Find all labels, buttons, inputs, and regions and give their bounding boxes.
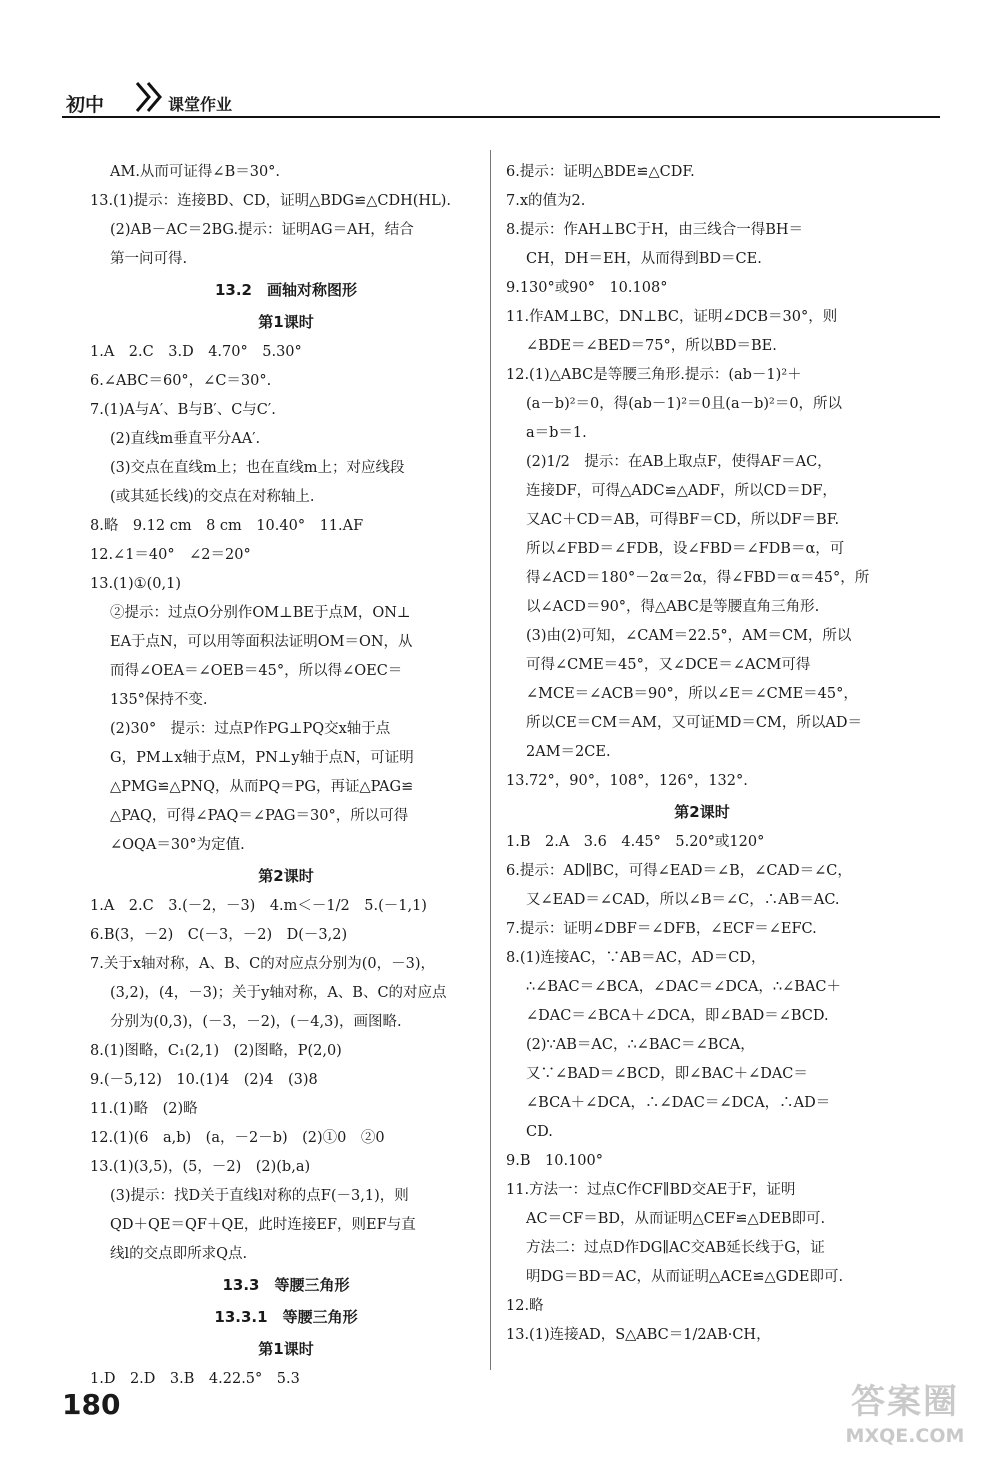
answer-line: 7.提示：证明∠DBF＝∠DFB，∠ECF＝∠EFC.: [506, 921, 817, 937]
answer-line: 9.B 10.100°: [506, 1153, 603, 1169]
answer-line: (a－b)²＝0，得(ab－1)²＝0且(a－b)²＝0，所以: [526, 396, 843, 412]
answer-line: 7.(1)A与A′、B与B′、C与C′.: [90, 402, 276, 418]
double-chevron-icon: [134, 80, 164, 118]
section-heading: 第1课时: [258, 313, 314, 331]
answer-line: 分别为(0,3)，(－3，－2)，(－4,3)，画图略.: [110, 1014, 402, 1030]
answer-line: (2)∵AB＝AC，∴∠BAC＝∠BCA，: [526, 1037, 755, 1053]
answer-line: 1.B 2.A 3.6 4.45° 5.20°或120°: [506, 834, 765, 850]
answer-line: (2)30° 提示：过点P作PG⊥PQ交x轴于点: [110, 721, 391, 737]
answer-line: 9.130°或90° 10.108°: [506, 280, 668, 296]
brand-label: 初中: [66, 94, 105, 116]
answer-line: 8.提示：作AH⊥BC于H，由三线合一得BH＝: [506, 222, 804, 238]
answer-line: 8.(1)连接AC，∵AB＝AC，AD＝CD，: [506, 950, 766, 966]
answer-line: 11.方法一：过点C作CF∥BD交AE于F，证明: [506, 1182, 796, 1198]
answer-line: 11.(1)略 (2)略: [90, 1101, 198, 1117]
answer-line: 6.提示：证明△BDE≌△CDF.: [506, 164, 695, 180]
answer-line: 1.A 2.C 3.D 4.70° 5.30°: [90, 344, 302, 360]
column-divider: [490, 150, 491, 1370]
answer-line: 线l的交点即所求Q点.: [110, 1246, 248, 1262]
answer-line: 6.∠ABC＝60°，∠C＝30°.: [90, 373, 272, 389]
answer-line: QD＋QE＝QF＋QE，此时连接EF，则EF与直: [110, 1217, 416, 1233]
answer-line: 6.B(3，－2) C(－3，－2) D(－3,2): [90, 927, 348, 943]
answer-line: 以∠ACD＝90°，得△ABC是等腰直角三角形.: [526, 599, 820, 615]
series-title: 课堂作业: [168, 95, 233, 114]
answer-line: 又∠EAD＝∠CAD，所以∠B＝∠C，∴AB＝AC.: [526, 892, 840, 908]
answer-line: (3,2)，(4，－3)；关于y轴对称，A、B、C的对应点: [110, 985, 447, 1001]
answer-line: ②提示：过点O分别作OM⊥BE于点M，ON⊥: [110, 605, 411, 621]
answer-line: 8.略 9.12 cm 8 cm 10.40° 11.AF: [90, 518, 364, 534]
section-heading: 13.3 等腰三角形: [222, 1276, 350, 1294]
answer-line: AM.从而可证得∠B＝30°.: [110, 164, 281, 180]
section-heading: 13.2 画轴对称图形: [214, 281, 357, 299]
answer-line: ∠BCA＋∠DCA，∴∠DAC＝∠DCA，∴AD＝: [526, 1095, 831, 1111]
answer-line: ∠DAC＝∠BCA＋∠DCA，即∠BAD＝∠BCD.: [526, 1008, 829, 1024]
watermark-url: MXQE.COM: [845, 1425, 965, 1447]
section-heading: 第2课时: [258, 867, 314, 885]
answer-line: 13.72°，90°，108°，126°，132°.: [506, 773, 748, 789]
right-column: [506, 158, 898, 1350]
answer-line: CD.: [526, 1124, 553, 1140]
answer-line: 方法二：过点D作DG∥AC交AB延长线于G，证: [526, 1240, 825, 1256]
answer-line: (3)交点在直线m上；也在直线m上；对应线段: [110, 460, 405, 476]
answer-line: 12.略: [506, 1298, 544, 1314]
left-column: [90, 158, 482, 1394]
answer-line: 13.(1)(3,5)，(5，－2) (2)(b,a): [90, 1159, 311, 1175]
answer-line: 11.作AM⊥BC，DN⊥BC，证明∠DCB＝30°，则: [506, 309, 838, 325]
watermark-logo: 答案圈: [851, 1382, 959, 1422]
header-rule: [62, 116, 940, 118]
answer-line: 9.(－5,12) 10.(1)4 (2)4 (3)8: [90, 1072, 318, 1088]
answer-line: (2)直线m垂直平分AA′.: [110, 431, 261, 447]
section-heading: 第1课时: [258, 1340, 314, 1358]
answer-line: 13.(1)连接AD，S△ABC＝1/2AB·CH，: [506, 1327, 771, 1343]
section-heading: 13.3.1 等腰三角形: [214, 1308, 358, 1326]
answer-line: △PMG≌△PNQ，从而PQ＝PG，再证△PAG≌: [110, 779, 414, 795]
answer-line: 12.∠1＝40° ∠2＝20°: [90, 547, 251, 563]
answer-line: ∠BDE＝∠BED＝75°，所以BD＝BE.: [526, 338, 777, 354]
answer-line: 7.关于x轴对称，A、B、C的对应点分别为(0，－3)，: [90, 956, 435, 972]
answer-line: 6.提示：AD∥BC，可得∠EAD＝∠B，∠CAD＝∠C，: [506, 863, 852, 879]
answer-line: (或其延长线)的交点在对称轴上.: [110, 489, 315, 505]
answer-line: 可得∠CME＝45°，又∠DCE＝∠ACM可得: [526, 657, 811, 673]
answer-line: 又∵∠BAD＝∠BCD，即∠BAC＋∠DAC＝: [526, 1066, 808, 1082]
answer-line: 13.(1)提示：连接BD、CD，证明△BDG≌△CDH(HL).: [90, 193, 451, 209]
answer-line: AC＝CF＝BD，从而证明△CEF≌△DEB即可.: [526, 1211, 826, 1227]
answer-line: 1.A 2.C 3.(－2，－3) 4.m＜－1/2 5.(－1,1): [90, 898, 427, 914]
answer-line: 13.(1)①(0,1): [90, 576, 181, 592]
page-header: [62, 78, 940, 120]
answer-line: 又AC＋CD＝AB，可得BF＝CD，所以DF＝BF.: [526, 512, 840, 528]
answer-line: 1.D 2.D 3.B 4.22.5° 5.3: [90, 1371, 300, 1387]
answer-line: (3)提示：找D关于直线l对称的点F(－3,1)，则: [110, 1188, 409, 1204]
answer-line: 所以∠FBD＝∠FDB，设∠FBD＝∠FDB＝α，可: [526, 541, 845, 557]
answer-line: 12.(1)△ABC是等腰三角形.提示：(ab－1)²＋: [506, 367, 802, 383]
answer-line: 12.(1)(6 a,b) (a，－2－b) (2)①0 ②0: [90, 1130, 385, 1146]
answer-line: 得∠ACD＝180°－2α＝2α，得∠FBD＝α＝45°，所: [526, 570, 870, 586]
page-number: 180: [62, 1388, 121, 1421]
answer-line: a＝b＝1.: [526, 425, 587, 441]
answer-line: EA于点N，可以用等面积法证明OM＝ON，从: [110, 634, 413, 650]
answer-line: ∠OQA＝30°为定值.: [110, 837, 245, 853]
answer-line: △PAQ，可得∠PAQ＝∠PAG＝30°，所以可得: [110, 808, 409, 824]
answer-line: (3)由(2)可知，∠CAM＝22.5°，AM＝CM，所以: [526, 628, 852, 644]
answer-line: G，PM⊥x轴于点M，PN⊥y轴于点N，可证明: [110, 750, 414, 766]
answer-line: 明DG＝BD＝AC，从而证明△ACE≌△GDE即可.: [526, 1269, 844, 1285]
answer-line: 7.x的值为2.: [506, 193, 586, 209]
answer-line: CH，DH＝EH，从而得到BD＝CE.: [526, 251, 762, 267]
answer-line: 连接DF，可得△ADC≌△ADF，所以CD＝DF，: [526, 483, 837, 499]
answer-line: 135°保持不变.: [110, 692, 208, 708]
section-heading: 第2课时: [674, 803, 730, 821]
watermark: [820, 1380, 990, 1460]
answer-line: (2)1/2 提示：在AB上取点F，使得AF＝AC，: [526, 454, 832, 470]
answer-line: 2AM＝2CE.: [526, 744, 611, 760]
answer-line: 第一问可得.: [110, 251, 188, 267]
answer-line: 而得∠OEA＝∠OEB＝45°，所以得∠OEC＝: [110, 663, 403, 679]
answer-line: (2)AB－AC＝2BG.提示：证明AG＝AH，结合: [110, 222, 414, 238]
answer-line: 所以CE＝CM＝AM，又可证MD＝CM，所以AD＝: [526, 715, 862, 731]
answer-line: ∴∠BAC＝∠BCA，∠DAC＝∠DCA，∴∠BAC＋: [526, 979, 842, 995]
answer-line: 8.(1)图略，C₁(2,1) (2)图略，P(2,0): [90, 1043, 342, 1059]
answer-line: ∠MCE＝∠ACB＝90°，所以∠E＝∠CME＝45°，: [526, 686, 858, 702]
